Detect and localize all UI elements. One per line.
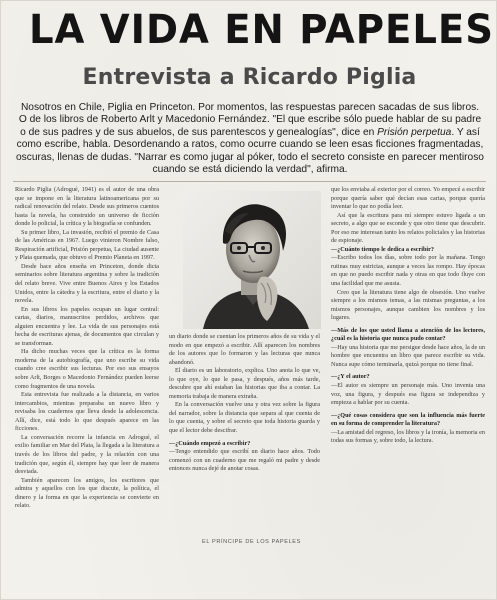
body-paragraph: También aparecen los amigos, los escritores que admira y aquellos con los que discute, la política, el dinero y la forma en que la experiencia se convierte en relato. <box>15 476 159 510</box>
interview-answer: —El autor es siempre un personaje más. Uno inventa una voz, una figura, y después esa figura se independiza y empieza a hablar por su cuenta. <box>331 382 485 407</box>
article-subheadline: Entrevista a Ricardo Piglia <box>82 65 417 90</box>
interview-answer: —Hay una historia que me persigue desde hace años, la de un hombre que encuentra un libro que parece escribir su vida. Nunca supe cómo terminarla, quizá porque no tiene final. <box>331 343 485 368</box>
portrait-photo-icon <box>183 191 321 329</box>
interview-answer: —Escribo todos los días, sobre todo por la mañana. Tengo rutinas muy estrictas, aunque a veces las rompo. Hay épocas en que no puedo escribir nada y otras en que todo fluye con una facilidad que me asusta. <box>331 254 485 288</box>
interview-question: —¿Cuánto tiempo le dedica a escribir? <box>331 245 434 253</box>
body-paragraph: un diario donde se cuentan los primeros años de su vida y el modo en que empezó a escribir. Allí aparecen los nombres de los autores que lo formaron y las lecturas que nunca abandonó. <box>169 333 320 366</box>
body-paragraph: Ha dicho muchas veces que la crítica es la forma moderna de la autobiografía, que uno escribe su vida cuando cree escribir sus lecturas. Por eso sus ensayos sobre Arlt, Borges o Macedonio Fernández pueden leerse como fragmentos de una novela. <box>15 348 159 390</box>
body-paragraph: Su primer libro, La invasión, recibió el premio de Casa de las Américas en 1967. Luego vinieron Nombre falso, Respiración artificial, Prisión perpetua, La ciudad ausente y Plata quemada, que obtuvo el Premio Planeta en 1997. <box>15 228 159 262</box>
article-lead <box>16 102 484 176</box>
body-paragraph: La conversación recorre la infancia en Adrogué, el exilio familiar en Mar del Plata, la llegada a la literatura a través de los libros del padre, y la relación con una tradición que, según él, siempre hay que leer de manera desviada. <box>15 433 159 476</box>
lead-book-title: Prisión perpetua <box>377 126 452 138</box>
interview-question: —¿Y el autor? <box>331 373 370 381</box>
body-paragraph: Ricardo Piglia (Adrogué, 1941) es el autor de una obra que se impone en la literatura latinoamericana por su radical renovación del relato. Desde sus primeros cuentos hasta la novela, ha construido un universo de ficción donde lo policial, la crítica y la biografía se confunden. <box>15 186 159 228</box>
body-paragraph: En sus libros los papeles ocupan un lugar central: cartas, diarios, manuscritos perdidos, archivos que alguien encuentra y lee. La vida de sus personajes está hecha de escrituras ajenas, de documentos que circulan y se transforman. <box>15 305 159 347</box>
interview-answer: —Tengo entendido que escribí un diario hace años. Todo comenzó con un cuaderno que me regaló mi padre y desde entonces nunca dejé de anotar cosas. <box>169 448 320 473</box>
article-headline: LA VIDA EN PAPELES <box>29 7 495 53</box>
interview-question: —¿Qué cosas considera que son la influencia más fuerte en su forma de comprender la literatura? <box>331 411 485 428</box>
lead-text-part2: . Y así como escribe, habla. Desordenando a ratos, como ocurre cuando se leen esas ficciones fragmentadas, oscuras, llenas de dudas. "Narrar es como jugar al póker, todo el secreto consiste en parecer mentiroso cuando se está diciendo la verdad", afirma. <box>16 126 484 176</box>
body-paragraph: Creo que la literatura tiene algo de obsesión. Uno vuelve siempre a los mismos temas, a las mismas preguntas, a los mismos personajes, aunque cambien los nombres y los lugares. <box>331 288 485 322</box>
photo-caption: EL PRÍNCIPE DE LOS PAPELES <box>202 539 301 545</box>
interview-question: —Más de los que usted llama a atención de los lectores, ¿cuál es la historia que nunca pudo contar? <box>331 326 485 343</box>
body-paragraph: El diario es un laboratorio, explica. Uno anota lo que ve, lo que oye, lo que le pasa, y después, años más tarde, descubre que ahí estaban las historias que iba a contar. La memoria trabaja de manera extraña. <box>169 367 320 400</box>
lead-text-part1: Nosotros en Chile, Piglia en Princeton. Por momentos, las respuestas parecen sacadas de sus libros. O de los libros de Roberto Arlt y Macedonio Fernández. "El que escribe sólo puede hablar de su padre o de sus padres y de sus abuelos, de sus parentescos y genealogías", dice en <box>18 102 482 138</box>
body-paragraph: Así que la escritura para mí siempre estuvo ligada a un secreto, a algo que se esconde y que otro tiene que descubrir. Por eso me interesan tanto los relatos policiales y las historias de espionaje. <box>331 211 485 245</box>
body-paragraph: En la conversación vuelve una y otra vez sobre la figura del narrador, sobre la distancia que separa al que cuenta de lo que cuenta, y sobre el secreto que toda historia guarda y que el lector debe descifrar. <box>169 401 320 435</box>
body-column-1 <box>15 186 159 578</box>
body-column-3 <box>331 186 485 578</box>
author-portrait <box>183 191 321 329</box>
body-paragraph: que los enviaba al exterior por el correo. Yo empecé a escribir porque quería saber qué decían esas cartas, porque quería inventar lo que no podía leer. <box>331 186 485 211</box>
interview-question: —¿Cuándo empezó a escribir? <box>169 439 251 447</box>
divider-rule <box>13 181 486 182</box>
body-paragraph: Desde hace años enseña en Princeton, donde dicta seminarios sobre literatura argentina y sobre la tradición del relato breve. Vive entre Buenos Aires y los Estados Unidos, entre la cátedra y la escritura, entre el diario y la novela. <box>15 262 159 305</box>
body-paragraph: Esta entrevista fue realizada a la distancia, en varios intercambios, mientras preparaba un nuevo libro y revisaba los cuadernos que lleva desde la adolescencia. Allí, dice, está todo lo que después aparece en las ficciones. <box>15 391 159 433</box>
interview-answer: —La amistad del regreso, los libros y la ironía, la memoria en todas sus formas y, sobre todo, la lectura. <box>331 428 485 445</box>
